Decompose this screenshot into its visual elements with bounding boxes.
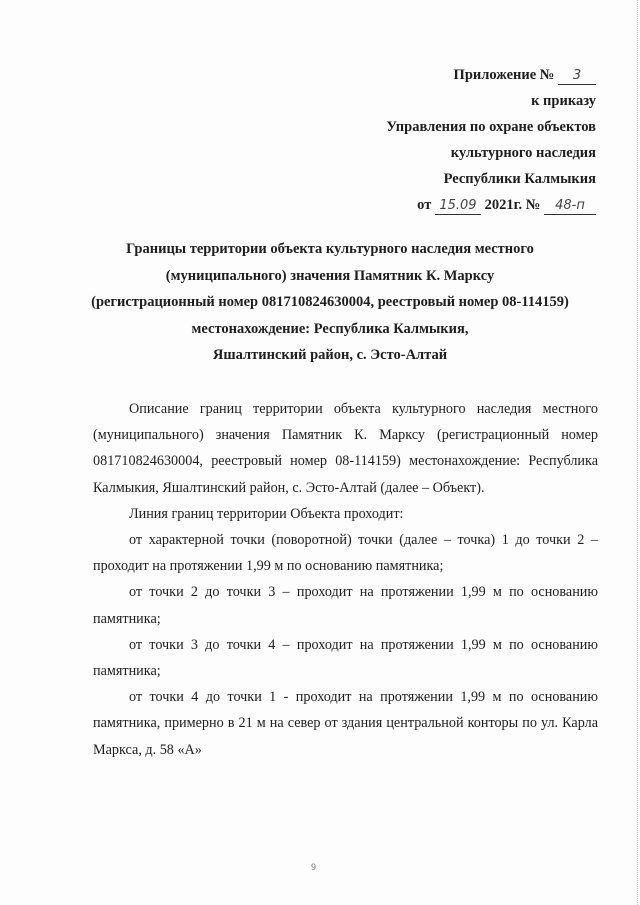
order-number: 48-п bbox=[544, 198, 596, 215]
scan-edge bbox=[636, 0, 638, 905]
body-paragraph-segment-4-1: от точки 4 до точки 1 - проходит на протяжении 1,99 м по основанию памятника, примерно в 21 м на север от здания центральной конторы по ул. Карла Маркса, д. 58 «А» bbox=[93, 689, 598, 758]
order-date-line bbox=[296, 192, 596, 218]
document-title bbox=[60, 236, 600, 369]
title-line-1: Границы территории объекта культурного наследия местного bbox=[126, 241, 534, 257]
title-line-2: (муниципального) значения Памятник К. Марксу bbox=[165, 267, 495, 284]
order-date: 15.09 bbox=[435, 198, 481, 215]
body-paragraph-intro: Линия границ территории Объекта проходит: bbox=[129, 505, 404, 522]
body-paragraph-segment-3-4: от точки 3 до точки 4 – проходит на протяжении 1,99 м по основанию памятника; bbox=[93, 636, 598, 680]
document-body bbox=[93, 396, 598, 763]
appendix-header bbox=[296, 62, 596, 218]
page-number: 9 bbox=[311, 862, 317, 872]
date-prefix: от bbox=[417, 197, 432, 213]
appendix-line bbox=[296, 62, 596, 88]
title-line-4: местонахождение: Республика Калмыкия, bbox=[191, 320, 469, 337]
title-line-3: (регистрационный номер 081710824630004, реестровый номер 08-114159) bbox=[91, 294, 569, 310]
body-paragraph-segment-2-3: от точки 2 до точки 3 – проходит на протяжении 1,99 м по основанию памятника; bbox=[93, 584, 598, 627]
title-line-5: Яшалтинский район, с. Эсто-Алтай bbox=[212, 347, 448, 363]
body-paragraph-segment-1-2: от характерной точки (поворотной) точки (далее – точка) 1 до точки 2 – проходит на протяжении 1,99 м по основанию памятника; bbox=[93, 532, 598, 575]
to-order-line: к приказу bbox=[531, 93, 596, 109]
body-paragraph-description: Описание границ территории объекта культурного наследия местного (муниципального) значения Памятник К. Марксу (регистрационный номер 081710824630004, реестровый номер 08-114159) местонахождение: Республика Калмыкия, Яшалтинский район, с. Эсто-Алтай (далее – Объект). bbox=[93, 401, 598, 496]
appendix-number: 3 bbox=[558, 68, 596, 85]
appendix-label: Приложение № bbox=[453, 67, 555, 83]
org-line-1: Управления по охране объектов bbox=[386, 119, 596, 135]
order-year: 2021г. № bbox=[484, 197, 541, 213]
org-line-3: Республики Калмыкия bbox=[443, 171, 596, 187]
org-line-2: культурного наследия bbox=[450, 145, 596, 161]
